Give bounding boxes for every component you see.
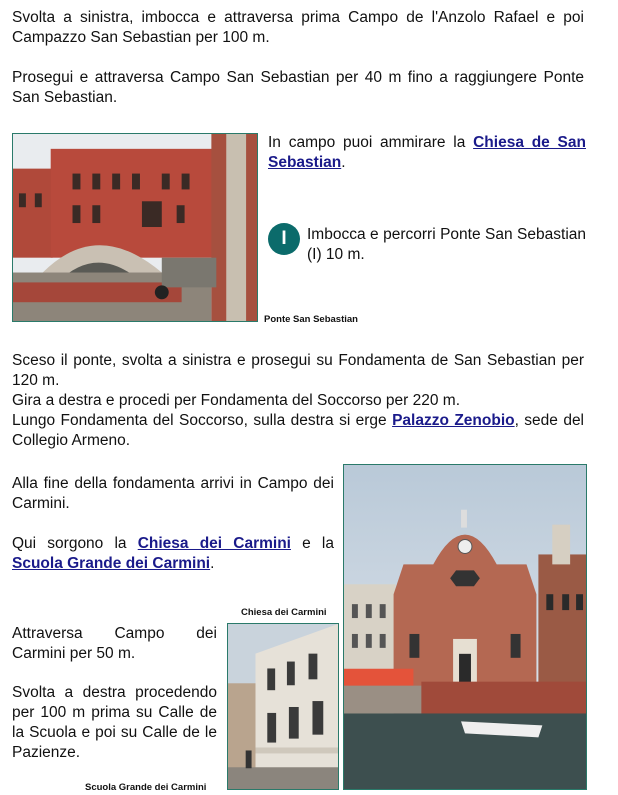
paragraph-1-text: Svolta a sinistra, imbocca e attraversa prima Campo de l'Anzolo Rafael e poi Campazzo San Sebastian per 100 m. (12, 9, 584, 46)
chiesa-dei-carmini-photo (343, 464, 587, 790)
ponte-san-sebastian-photo (12, 133, 258, 322)
paragraph-3-line-1: Sceso il ponte, svolta a sinistra e prosegui su Fondamenta de San Sebastian per 120 m. (12, 352, 584, 389)
campo-paragraph (268, 133, 586, 173)
scuola-caption: Scuola Grande dei Carmini (85, 782, 207, 793)
paragraph-3 (12, 351, 584, 451)
paragraph-4-text: Alla fine della fondamenta arrivi in Campo dei Carmini. (12, 475, 334, 512)
campo-text-after: . (341, 154, 346, 171)
paragraph-2 (12, 68, 584, 108)
paragraph-4 (12, 474, 334, 514)
paragraph-7 (12, 683, 217, 763)
chiesa-caption: Chiesa dei Carmini (241, 607, 327, 618)
paragraph-6 (12, 624, 217, 664)
ponte-caption: Ponte San Sebastian (264, 314, 358, 325)
bridge-text: Imbocca e percorri Ponte San Sebastian (I) 10 m. (307, 226, 586, 263)
paragraph-5-before: Qui sorgono la (12, 535, 138, 552)
paragraph-5-after: . (210, 555, 215, 572)
chiesa-dei-carmini-link[interactable]: Chiesa dei Carmini (137, 535, 291, 552)
paragraph-7-text: Svolta a destra procedendo per 100 m prima su Calle de la Scuola e poi su Calle de le Pazienze. (12, 684, 217, 761)
chiesa-de-san-sebastian-link[interactable]: Chiesa de San Sebastian (268, 134, 586, 171)
paragraph-5 (12, 534, 334, 574)
paragraph-6-text: Attraversa Campo dei Carmini per 50 m. (12, 625, 217, 662)
campo-text-before: In campo puoi ammirare la (268, 134, 474, 151)
paragraph-3-line-2: Gira a destra e procedi per Fondamenta del Soccorso per 220 m. (12, 392, 461, 409)
paragraph-1 (12, 8, 584, 48)
paragraph-5-middle: e la (290, 535, 334, 552)
paragraph-2-text: Prosegui e attraversa Campo San Sebastian per 40 m fino a raggiungere Ponte San Sebastian. (12, 69, 584, 106)
scuola-grande-dei-carmini-photo (227, 623, 339, 790)
paragraph-3-line-3-before: Lungo Fondamenta del Soccorso, sulla destra si erge (12, 412, 393, 429)
paragraph-3-line-3-after: , sede del Collegio Armeno. (12, 412, 585, 449)
bridge-marker-icon: I (268, 223, 300, 255)
palazzo-zenobio-link[interactable]: Palazzo Zenobio (392, 412, 515, 429)
scuola-grande-dei-carmini-link[interactable]: Scuola Grande dei Carmini (12, 555, 211, 572)
bridge-paragraph (307, 225, 586, 265)
